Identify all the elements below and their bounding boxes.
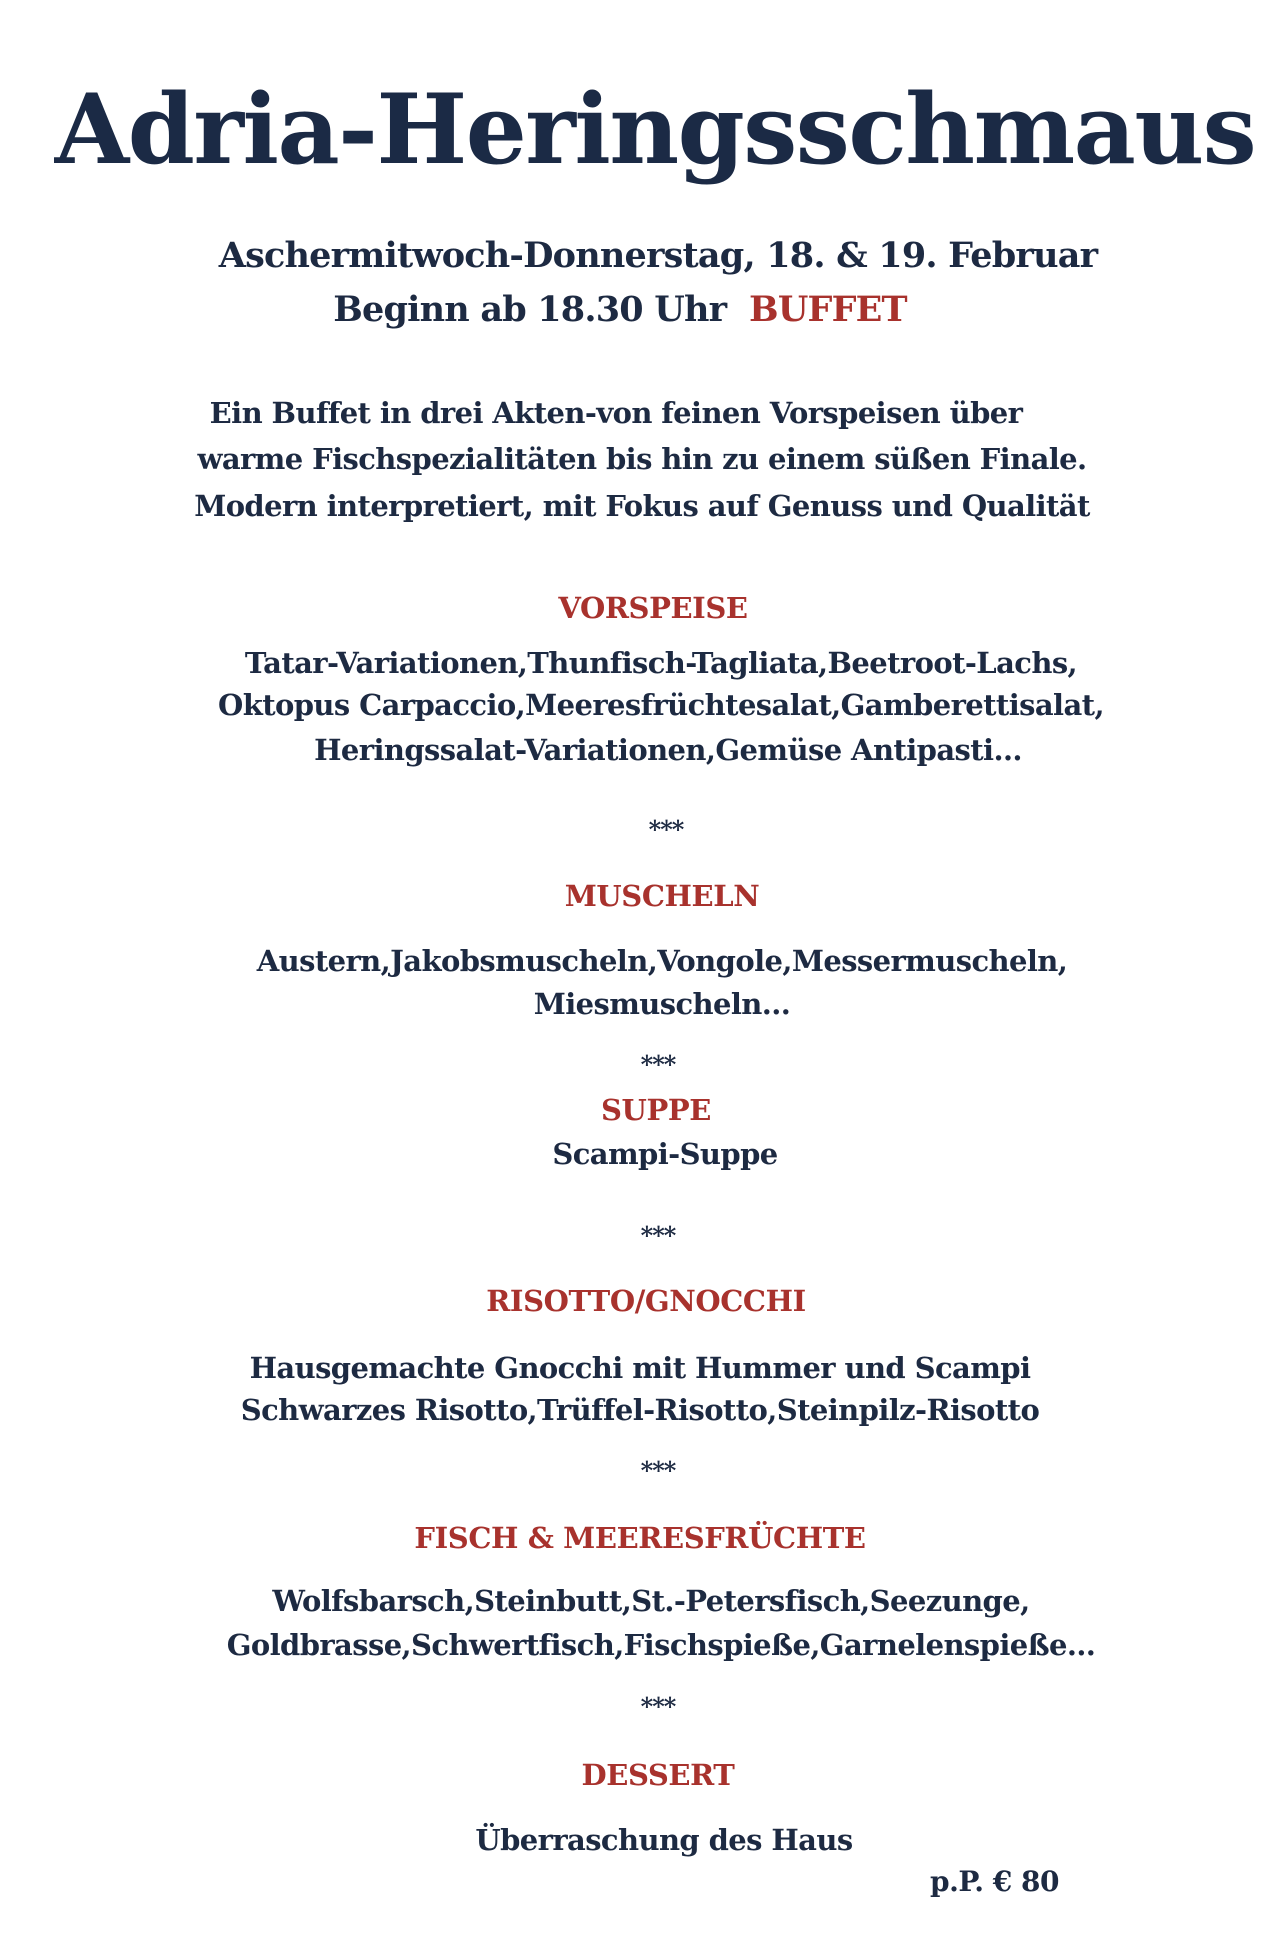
separator-stars: *** xyxy=(640,1221,676,1250)
page-title: Adria-Heringsschmaus xyxy=(54,73,1256,186)
event-start-time: Beginn ab 18.30 Uhr xyxy=(333,289,727,330)
section-item-line: Scampi-Suppe xyxy=(552,1137,778,1171)
event-dates: Aschermitwoch-Donnerstag, 18. & 19. Februar xyxy=(218,235,1098,276)
separator-stars: *** xyxy=(648,815,684,844)
intro-line: warme Fischspezialitäten bis hin zu einem süßen Finale. xyxy=(197,442,1087,476)
section-item-line: Schwarzes Risotto,Trüffel-Risotto,Steinpilz-Risotto xyxy=(240,1393,1040,1427)
section-item-line: Goldbrasse,Schwertfisch,Fischspieße,Garnelenspieße… xyxy=(226,1628,1096,1662)
intro-line: Modern interpretiert, mit Fokus auf Genuss und Qualität xyxy=(194,489,1090,523)
section-heading: SUPPE xyxy=(601,1093,711,1127)
event-start-line xyxy=(0,289,1260,330)
section-item-line: Miesmuscheln... xyxy=(533,987,791,1021)
separator-stars: *** xyxy=(640,1050,676,1079)
section-heading: VORSPEISE xyxy=(558,591,748,625)
separator-stars: *** xyxy=(640,1692,676,1721)
intro-line: Ein Buffet in drei Akten-von feinen Vorspeisen über xyxy=(209,396,1023,430)
price-per-person: p.P. € 80 xyxy=(930,1865,1059,1898)
section-item-line: Oktopus Carpaccio,Meeresfrüchtesalat,Gamberettisalat, xyxy=(218,688,1104,722)
section-item-line: Hausgemachte Gnocchi mit Hummer und Scampi xyxy=(249,1351,1031,1385)
section-heading: DESSERT xyxy=(581,1758,735,1792)
section-item-line: Wolfsbarsch,Steinbutt,St.-Petersfisch,Seezunge, xyxy=(272,1584,1030,1618)
section-heading: FISCH & MEERESFRÜCHTE xyxy=(414,1521,866,1555)
section-heading: RISOTTO/GNOCCHI xyxy=(486,1284,806,1318)
event-format-badge: BUFFET xyxy=(749,289,907,330)
section-heading: MUSCHELN xyxy=(564,879,760,913)
section-item-line: Heringssalat-Variationen,Gemüse Antipasti… xyxy=(314,733,1022,767)
section-item-line: Überraschung des Haus xyxy=(475,1823,853,1857)
section-item-line: Tatar-Variationen,Thunfisch-Tagliata,Beetroot-Lachs, xyxy=(244,646,1078,680)
separator-stars: *** xyxy=(640,1456,676,1485)
section-item-line: Austern,Jakobsmuscheln,Vongole,Messermuscheln, xyxy=(256,944,1068,978)
